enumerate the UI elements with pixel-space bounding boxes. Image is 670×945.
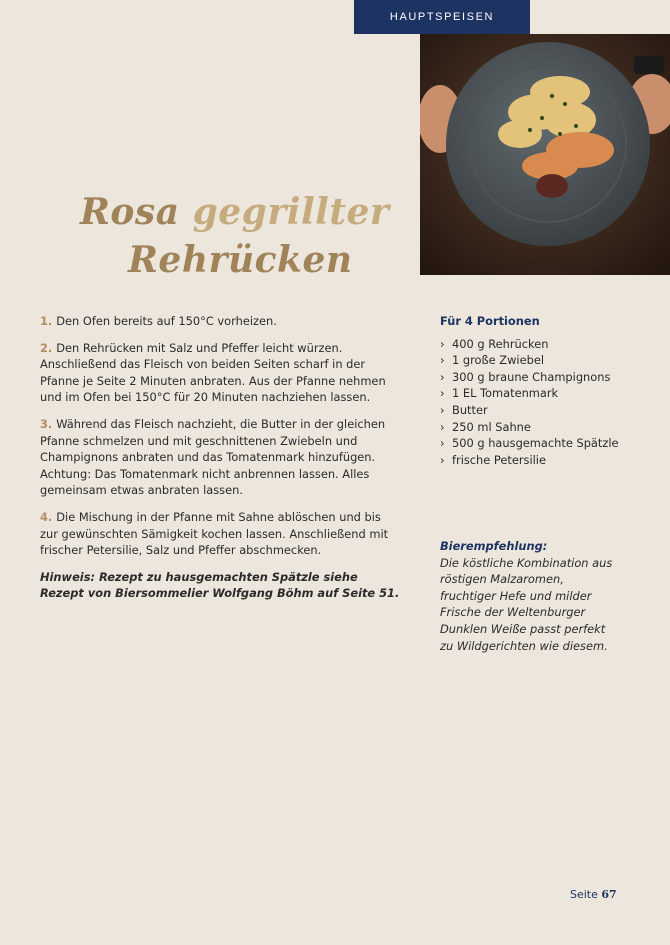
recipe-title [80, 188, 400, 284]
ingredients-list [440, 313, 640, 468]
step-2: 2. Den Rehrücken mit Salz und Pfeffer leicht würzen. Anschließend das Fleisch von beiden Seiten scharf in der Pfanne je Seite 2 Minuten anbraten. Aus der Pfanne nehmen und im Ofen bei 150°C für 20 Minuten nachziehen lassen. [40, 340, 386, 405]
preparation-steps [40, 313, 402, 612]
ingredient-item: › frische Petersilie [440, 452, 640, 469]
page-number: Seite 67 [570, 888, 617, 901]
ingredient-item: › 1 EL Tomatenmark [440, 385, 640, 402]
ingredient-item: › 400 g Rehrücken [440, 336, 640, 353]
ingredient-item: › 250 ml Sahne [440, 419, 640, 436]
ingredients-heading: Für 4 Portionen [440, 314, 540, 328]
step-4: 4. Die Mischung in der Pfanne mit Sahne ablöschen und bis zur gewünschten Sämigkeit kochen lassen. Anschließend mit frischer Petersilie, Salz und Pfeffer abschmecken. [40, 509, 389, 558]
title-word-rosa: Rosa [80, 191, 180, 233]
beer-heading: Bierempfehlung: [440, 539, 548, 553]
step-1: 1. Den Ofen bereits auf 150°C vorheizen. [40, 314, 277, 328]
title-word-rehruecken: Rehrücken [128, 239, 353, 281]
plated-dish-photo [420, 34, 670, 275]
title-word-gegrillter: gegrillter [192, 191, 390, 233]
section-tab: HAUPTSPEISEN [354, 0, 530, 34]
ingredient-item: › 1 große Zwiebel [440, 352, 640, 369]
beer-recommendation [440, 538, 620, 654]
ingredient-item: › 500 g hausgemachte Spätzle [440, 435, 640, 452]
beer-text: Die köstliche Kombination aus röstigen Malzaromen, fruchtiger Hefe und milder Frische der Weltenburger Dunklen Weiße passt perfekt zu Wildgerichten wie diesem. [440, 555, 613, 653]
ingredient-item: › Butter [440, 402, 640, 419]
step-3: 3. Während das Fleisch nachzieht, die Butter in der gleichen Pfanne schmelzen und mit geschnittenen Zwiebeln und Champignons anbraten und das Tomatenmark hinzufügen. Achtung: Das Tomatenmark nicht anbrennen lassen. Alles gemeinsam etwas anbraten lassen. [40, 416, 386, 498]
ingredient-item: › 300 g braune Champignons [440, 369, 640, 386]
hint-note: Hinweis: Rezept zu hausgemachten Spätzle siehe Rezept von Biersommelier Wolfgang Böhm auf Seite 51. [40, 569, 400, 601]
